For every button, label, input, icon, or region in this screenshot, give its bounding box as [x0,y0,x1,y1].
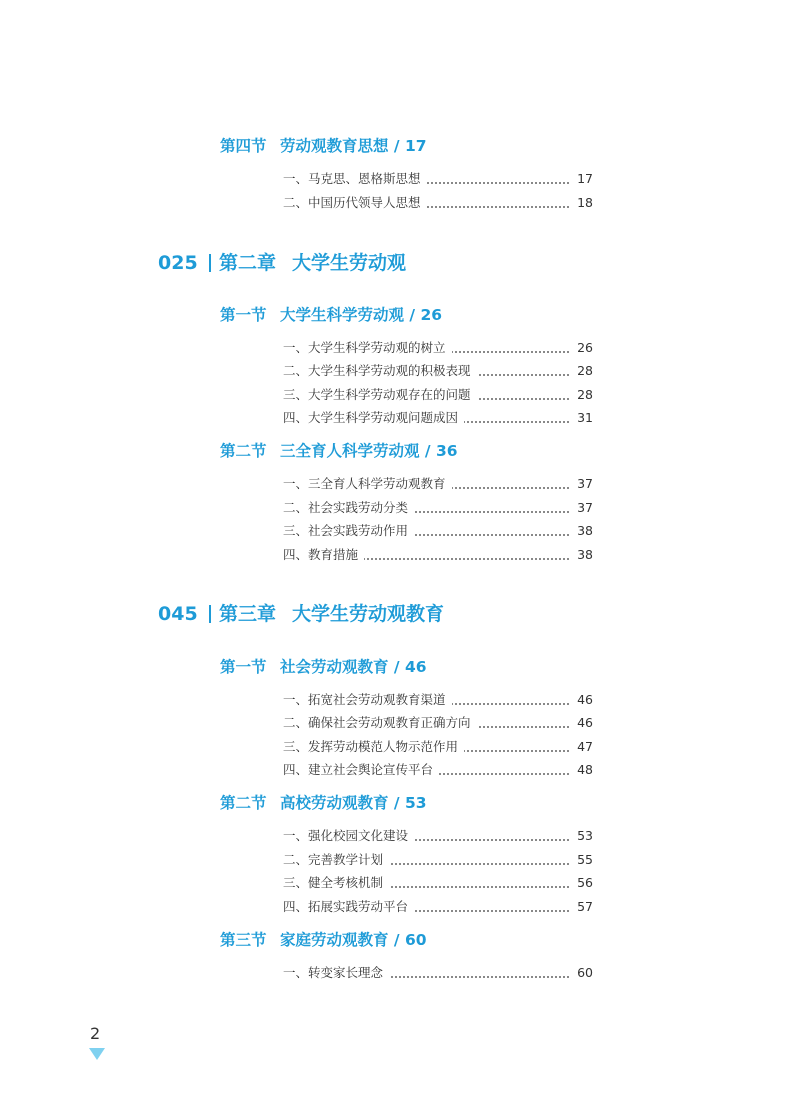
toc-entry[interactable] [283,897,593,917]
toc-entry[interactable] [283,361,593,381]
toc-entry[interactable] [283,760,593,780]
toc-entry[interactable] [283,850,593,870]
toc-entry-page: 55 [577,852,593,867]
toc-entry-title: 一、拓宽社会劳动观教育渠道 [283,690,452,710]
toc-entry-title: 二、完善教学计划 [283,850,389,870]
toc-entry-page: 37 [577,500,593,515]
page-number: 2 [90,1024,101,1043]
toc-entry-title: 三、大学生科学劳动观存在的问题 [283,385,477,405]
section-title: 三全育人科学劳动观 / 36 [280,442,458,460]
section-label: 第一节 [220,306,267,324]
chapter-label: 第三章 [219,603,277,625]
toc-entry-title: 一、马克思、恩格斯思想 [283,169,427,189]
section-label: 第一节 [220,658,267,676]
section-label: 第二节 [220,794,267,812]
toc-entry-page: 38 [577,523,593,538]
toc-entry[interactable] [283,963,593,983]
toc-entry-page: 28 [577,363,593,378]
toc-entry[interactable] [283,521,593,541]
triangle-marker-icon [89,1048,105,1060]
toc-entry[interactable] [283,826,593,846]
toc-entry[interactable] [283,408,593,428]
toc-entry-page: 47 [577,739,593,754]
toc-entry-title: 一、大学生科学劳动观的树立 [283,338,452,358]
toc-entry[interactable] [283,713,593,733]
toc-entry-title: 二、确保社会劳动观教育正确方向 [283,713,477,733]
toc-entry-page: 18 [577,195,593,210]
toc-entry-title: 一、强化校园文化建设 [283,826,414,846]
toc-entry-title: 一、转变家长理念 [283,963,389,983]
chapter-divider [209,605,211,623]
toc-entry-title: 二、中国历代领导人思想 [283,193,427,213]
chapter-label: 第二章 [219,252,277,274]
section-title: 家庭劳动观教育 / 60 [280,931,427,949]
toc-entry[interactable] [283,338,593,358]
toc-entry-page: 60 [577,965,593,980]
section-label: 第三节 [220,931,267,949]
chapter-page-number: 025 [158,252,198,274]
toc-entry-page: 53 [577,828,593,843]
toc-entry[interactable] [283,498,593,518]
toc-entry[interactable] [283,545,593,565]
toc-entry-page: 38 [577,547,593,562]
section-title: 社会劳动观教育 / 46 [280,658,427,676]
chapter-page-number: 045 [158,603,198,625]
toc-entry-page: 48 [577,762,593,777]
section-title: 大学生科学劳动观 / 26 [280,306,443,324]
toc-entry-page: 28 [577,387,593,402]
toc-entry[interactable] [283,169,593,189]
chapter-divider [209,254,211,272]
toc-entry-title: 一、三全育人科学劳动观教育 [283,474,452,494]
toc-entry-title: 三、社会实践劳动作用 [283,521,414,541]
toc-entry-page: 17 [577,171,593,186]
toc-entry[interactable] [283,385,593,405]
toc-entry-page: 37 [577,476,593,491]
toc-entry-title: 三、健全考核机制 [283,873,389,893]
toc-entry-title: 四、大学生科学劳动观问题成因 [283,408,464,428]
toc-entry-title: 三、发挥劳动模范人物示范作用 [283,737,464,757]
toc-entry-page: 46 [577,715,593,730]
toc-entry-page: 26 [577,340,593,355]
section-title: 劳动观教育思想 / 17 [280,137,427,155]
toc-entry-title: 四、教育措施 [283,545,364,565]
toc-entry[interactable] [283,193,593,213]
section-label: 第四节 [220,137,267,155]
toc-entry-title: 二、大学生科学劳动观的积极表现 [283,361,477,381]
toc-entry-page: 46 [577,692,593,707]
section-title: 高校劳动观教育 / 53 [280,794,427,812]
chapter-title: 大学生劳动观 [292,252,407,274]
toc-entry[interactable] [283,474,593,494]
toc-entry-title: 二、社会实践劳动分类 [283,498,414,518]
toc-entry[interactable] [283,873,593,893]
toc-entry-title: 四、建立社会舆论宣传平台 [283,760,439,780]
section-label: 第二节 [220,442,267,460]
chapter-title: 大学生劳动观教育 [292,603,445,625]
toc-entry-page: 56 [577,875,593,890]
toc-entry[interactable] [283,737,593,757]
toc-entry-title: 四、拓展实践劳动平台 [283,897,414,917]
toc-entry[interactable] [283,690,593,710]
toc-entry-page: 31 [577,410,593,425]
toc-entry-page: 57 [577,899,593,914]
